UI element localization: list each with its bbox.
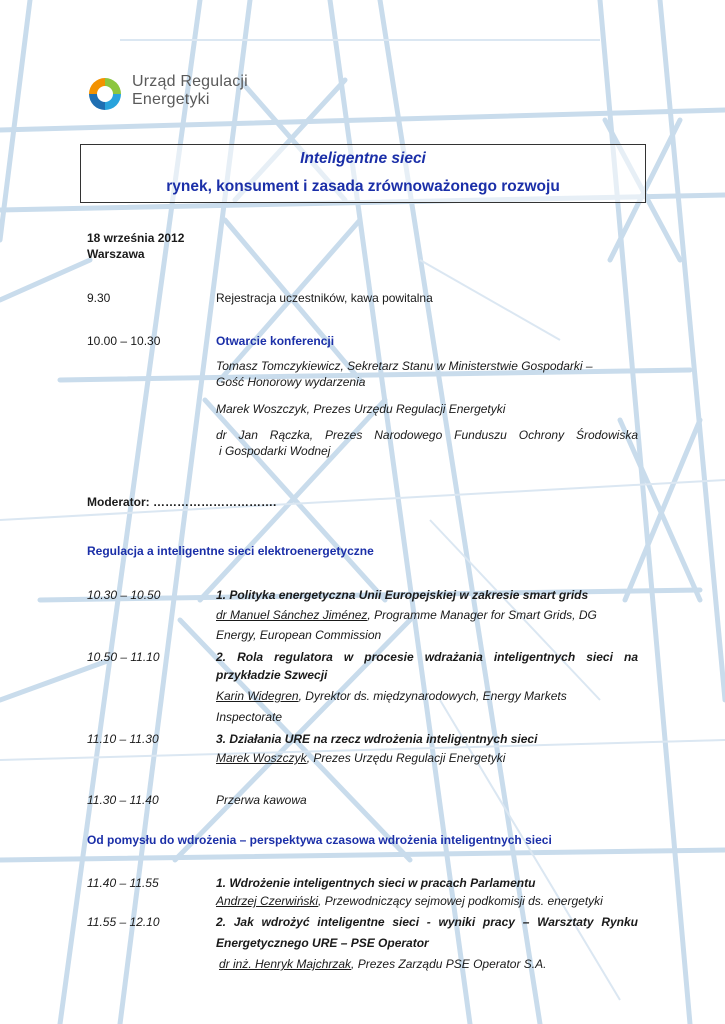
session-1-item-2-speaker: Karin Widegren — [216, 689, 299, 703]
session-1-item-2-title-1: 2. Rola regulatora w procesie wdrażania inteligentnych sieci na — [216, 650, 638, 664]
registration-text: Rejestracja uczestników, kawa powitalna — [216, 291, 433, 305]
session-2-item-2-title-1: 2. Jak wdrożyć inteligentne sieci - wyniki pracy – Warsztaty Rynku — [216, 915, 638, 929]
opening-time: 10.00 – 10.30 — [87, 334, 161, 348]
session-2-item-2-time: 11.55 – 12.10 — [87, 915, 160, 929]
session-2-item-2-title-2: Energetycznego URE – PSE Operator — [216, 936, 429, 950]
opening-speaker-3-line-1: dr Jan Rączka, Prezes Narodowego Funduszu Ochrony Środowiska — [216, 428, 638, 442]
session-1-item-2-time: 10.50 – 11.10 — [87, 650, 160, 664]
title-box — [80, 144, 646, 203]
registration-time: 9.30 — [87, 291, 111, 305]
break-time: 11.30 – 11.40 — [87, 793, 159, 807]
session-2-item-2-speaker: dr inż. Henryk Majchrzak — [219, 957, 352, 971]
session-2-heading: Od pomysłu do wdrożenia – perspektywa czasowa wdrożenia inteligentnych sieci — [87, 833, 552, 847]
session-1-item-1-speaker: dr Manuel Sánchez Jiménez — [216, 608, 368, 622]
session-2-item-1-time: 11.40 – 11.55 — [87, 876, 159, 890]
session-1-item-3-speaker-line — [216, 750, 505, 766]
session-1-item-3-role: , Prezes Urzędu Regulacji Energetyki — [306, 751, 506, 765]
opening-speaker-1-line-2: Gość Honorowy wydarzenia — [216, 375, 366, 389]
session-2-item-2-speaker-line — [219, 956, 546, 972]
opening-speaker-1-line-1: Tomasz Tomczykiewicz, Sekretarz Stanu w Ministerstwie Gospodarki – — [216, 359, 593, 373]
session-1-item-3-title: 3. Działania URE na rzecz wdrożenia inteligentnych sieci — [216, 732, 538, 746]
page-subtitle: rynek, konsument i zasada zrównoważonego rozwoju — [166, 178, 560, 195]
event-city: Warszawa — [87, 247, 145, 261]
opening-speaker-2: Marek Woszczyk, Prezes Urzędu Regulacji Energetyki — [216, 402, 506, 416]
event-date: 18 września 2012 — [87, 231, 185, 245]
session-1-item-2-role-2: Inspectorate — [216, 710, 283, 724]
session-2-item-1-speaker-line — [216, 893, 603, 909]
session-1-item-1-title: 1. Polityka energetyczna Unii Europejskiej w zakresie smart grids — [216, 588, 589, 602]
ure-logo-icon — [86, 75, 124, 113]
page-title: Inteligentne sieci — [300, 150, 426, 167]
break-text: Przerwa kawowa — [216, 793, 307, 807]
session-1-heading: Regulacja a inteligentne sieci elektroenergetyczne — [87, 544, 374, 558]
session-1-item-1-time: 10.30 – 10.50 — [87, 588, 161, 602]
opening-speaker-3-line-2: i Gospodarki Wodnej — [219, 444, 331, 458]
ure-logo — [86, 73, 286, 115]
session-1-item-1-role-2: Energy, European Commission — [216, 628, 382, 642]
moderator: Moderator: …………………………. — [87, 495, 277, 509]
session-2-item-1-title: 1. Wdrożenie inteligentnych sieci w pracach Parlamentu — [216, 876, 536, 890]
opening-title: Otwarcie konferencji — [216, 334, 335, 348]
session-2-item-2-role: , Prezes Zarządu PSE Operator S.A. — [351, 957, 547, 971]
session-2-item-1-speaker: Andrzej Czerwiński — [216, 894, 319, 908]
session-1-item-2-speaker-line — [216, 688, 567, 704]
session-1-item-3-time: 11.10 – 11.30 — [87, 732, 159, 746]
session-1-item-1-speaker-line — [216, 607, 597, 623]
logo-line-1: Urząd Regulacji — [132, 73, 248, 90]
session-1-item-2-title-2: przykładzie Szwecji — [216, 668, 328, 682]
logo-line-2: Energetyki — [132, 91, 210, 108]
logo-text — [132, 73, 248, 109]
session-2-item-1-role: , Przewodniczący sejmowej podkomisji ds. energetyki — [318, 894, 603, 908]
session-1-item-1-role-1: , Programme Manager for Smart Grids, DG — [367, 608, 597, 622]
session-1-item-3-speaker: Marek Woszczyk — [216, 751, 307, 765]
session-1-item-2-role-1: , Dyrektor ds. międzynarodowych, Energy Markets — [298, 689, 567, 703]
